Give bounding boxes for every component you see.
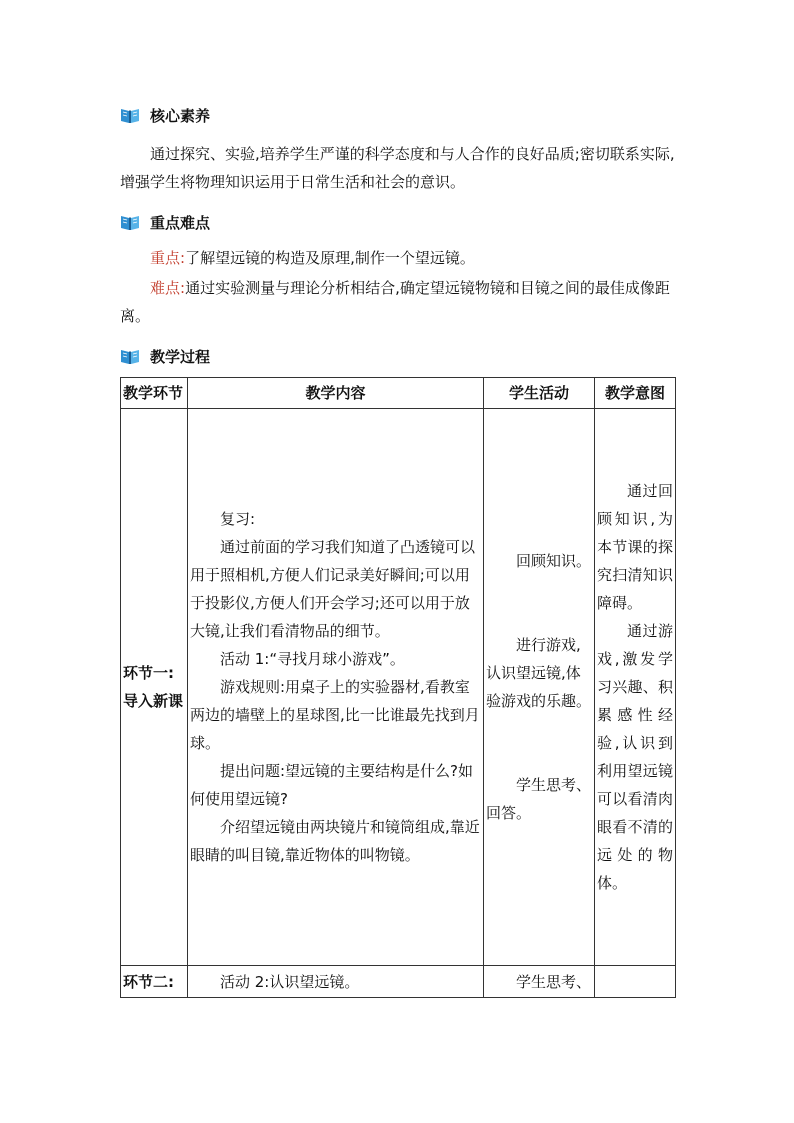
content-cell [188,409,484,966]
key-point-paragraph [120,244,676,272]
core-paragraph: 通过探究、实验,培养学生严谨的科学态度和与人合作的良好品质;密切联系实际,增强学生将物理知识运用于日常生活和社会的意识。 [120,145,675,191]
heading-process-title: 教学过程 [150,347,211,366]
book-icon [120,347,140,365]
content-paragraph: 通过前面的学习我们知道了凸透镜可以用于照相机,方便人们记录美好瞬间;可以用于投影仪,方便人们开会学习;还可以用于放大镜,让我们看清物品的细节。 [190,538,476,640]
difficulty-paragraph [120,274,676,330]
activity-item: 进行游戏,认识望远镜,体验游戏的乐趣。 [486,636,592,710]
col-header-intent: 教学意图 [595,378,676,409]
book-icon [120,106,140,124]
segment-cell: 环节一:导入新课 [121,409,188,966]
activity-cell: 学生思考、 [484,966,595,998]
activity-item: 回顾知识。 [516,552,592,570]
heading-key-title: 重点难点 [150,213,211,232]
segment-cell: 环节二: [121,966,188,998]
heading-core [120,105,210,125]
difficulty-text: 通过实验测量与理论分析相结合,确定望远镜物镜和目镜之间的最佳成像距离。 [120,279,670,325]
col-header-segment: 教学环节 [121,378,188,409]
intent-cell [595,966,676,998]
heading-core-title: 核心素养 [150,106,211,125]
content-paragraph: 提出问题:望远镜的主要结构是什么?如何使用望远镜? [190,762,474,808]
key-point-text: 了解望远镜的构造及原理,制作一个望远镜。 [185,249,475,267]
content-paragraph: 复习: [220,510,256,528]
activity-item: 学生思考、回答。 [486,776,592,822]
book-icon [120,213,140,231]
lesson-table [120,377,676,998]
content-paragraph: 介绍望远镜由两块镜片和镜筒组成,靠近眼睛的叫目镜,靠近物体的叫物镜。 [190,818,480,864]
activity-cell [484,409,595,966]
content-paragraph: 活动 1:“寻找月球小游戏”。 [220,650,405,668]
col-header-content: 教学内容 [188,378,484,409]
intent-item: 通过回顾知识,为本节课的探究扫清知识障碍。 [597,482,673,612]
key-point-label: 重点: [150,249,186,267]
intent-item: 通过游戏,激发学习兴趣、积累感性经验,认识到利用望远镜可以看清肉眼看不清的远处的物体。 [597,622,673,892]
content-cell: 活动 2:认识望远镜。 [188,966,484,998]
heading-process [120,346,210,366]
table-row [121,409,676,966]
table-row [121,966,676,998]
table-header-row [121,378,676,409]
difficulty-label: 难点: [150,279,186,297]
intent-cell [595,409,676,966]
content-paragraph: 游戏规则:用桌子上的实验器材,看教室两边的墙壁上的星球图,比一比谁最先找到月球。 [190,678,480,752]
heading-key [120,212,210,232]
col-header-activity: 学生活动 [484,378,595,409]
